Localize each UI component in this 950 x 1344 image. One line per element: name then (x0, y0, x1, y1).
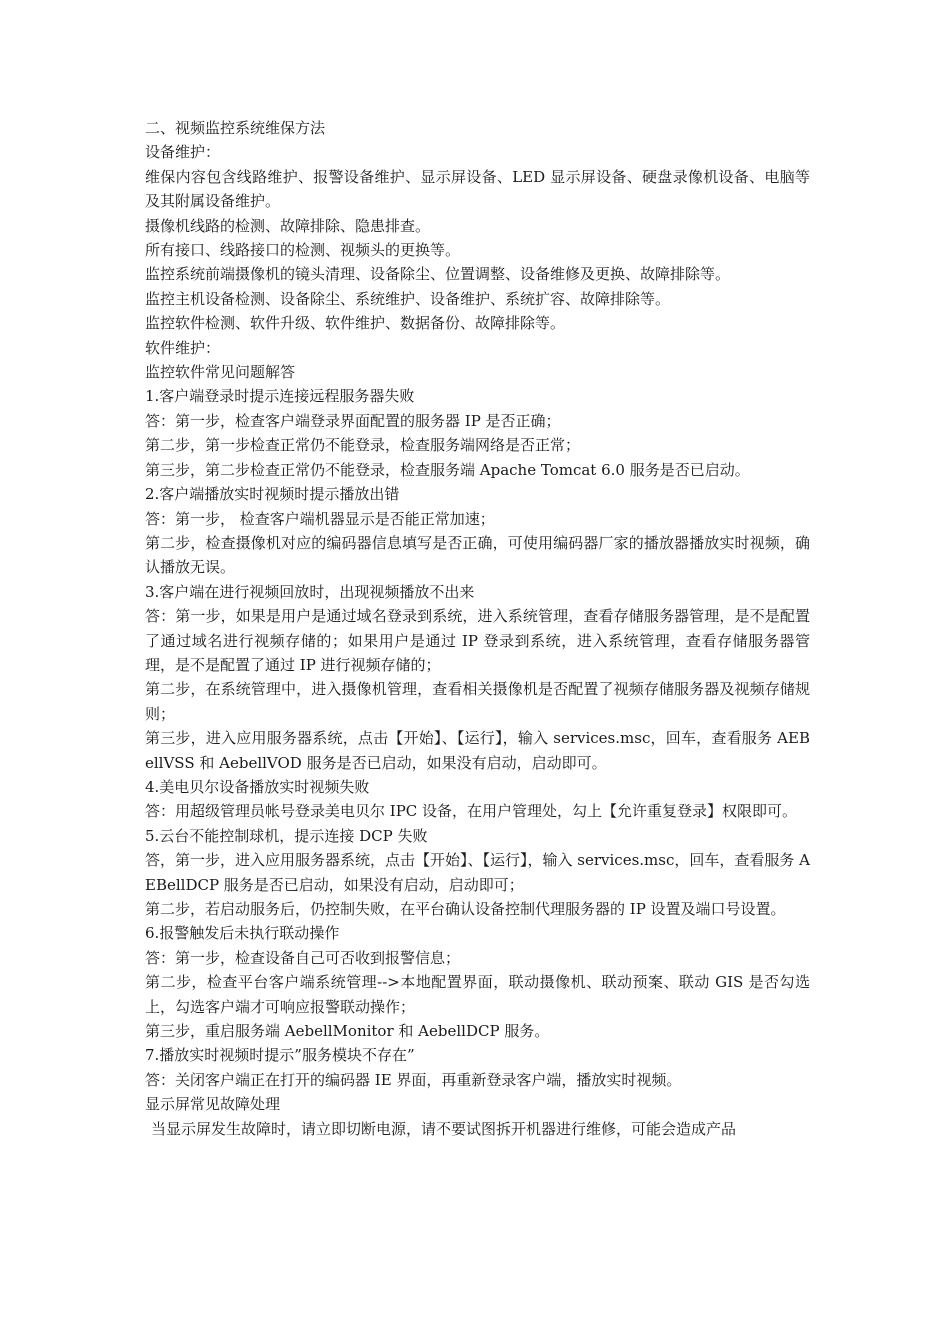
subsection-heading: 显示屏常见故障处理 (145, 1095, 281, 1114)
faq-question: 7.播放实时视频时提示”服务模块不存在” (145, 1046, 415, 1065)
faq-question: 1.客户端登录时提示连接远程服务器失败 (145, 387, 415, 406)
document-page (145, 116, 810, 1141)
faq-answer: 第三步，进入应用服务器系统，点击【开始】、【运行】，输入 services.msc，回车，查看服务 AEBellVSS 和 AebellVOD 服务是否已启动，如果没有启动，启动即可。 (145, 729, 810, 772)
faq-answer: 答，第一步，进入应用服务器系统，点击【开始】、【运行】，输入 services.msc，回车，查看服务 AEBellDCP 服务是否已启动，如果没有启动，启动即可； (145, 851, 810, 894)
faq-answer: 第三步，第二步检查正常仍不能登录，检查服务端 Apache Tomcat 6.0 服务是否已启动。 (145, 460, 750, 479)
subsection-heading: 软件维护： (145, 338, 221, 357)
faq-question: 6.报警触发后未执行联动操作 (145, 924, 340, 943)
subsection-heading: 设备维护： (145, 143, 221, 162)
paragraph: 监控软件检测、软件升级、软件维护、数据备份、故障排除等。 (145, 314, 566, 333)
faq-answer: 答：第一步，检查客户端登录界面配置的服务器 IP 是否正确； (145, 411, 561, 430)
faq-answer: 第三步，重启服务端 AebellMonitor 和 AebellDCP 服务。 (145, 1022, 550, 1041)
paragraph: 所有接口、线路接口的检测、视频头的更换等。 (145, 241, 461, 260)
faq-answer: 答：关闭客户端正在打开的编码器 IE 界面，再重新登录客户端，播放实时视频。 (145, 1070, 682, 1089)
faq-answer: 第二步，第一步检查正常仍不能登录，检查服务端网络是否正常； (145, 436, 581, 455)
paragraph: 维保内容包含线路维护、报警设备维护、显示屏设备、LED 显示屏设备、硬盘录像机设备、电脑等及其附属设备维护。 (145, 167, 810, 211)
faq-answer: 答：第一步， 检查客户端机器显示是否能正常加速； (145, 509, 495, 528)
paragraph: 摄像机线路的检测、故障排除、隐患排查。 (145, 216, 431, 235)
faq-answer: 答：第一步，如果是用户是通过域名登录到系统，进入系统管理，查看存储服务器管理，是不是配置了通过域名进行视频存储的；如果用户是通过 IP 登录到系统，进入系统管理，查看存储服务器管理，是不是配置了通过 IP 进行视频存储的； (145, 607, 810, 674)
faq-answer: 第二步，检查平台客户端系统管理-->本地配置界面，联动摄像机、联动预案、联动 GIS 是否勾选上，勾选客户端才可响应报警联动操作； (145, 973, 810, 1016)
section-heading: 二、视频监控系统维保方法 (145, 119, 326, 137)
faq-answer: 答：用超级管理员帐号登录美电贝尔 IPC 设备，在用户管理处，勾上【允许重复登录】权限即可。 (145, 802, 798, 821)
paragraph: 当显示屏发生故障时，请立即切断电源，请不要试图拆开机器进行维修，可能会造成产品 (151, 1119, 737, 1138)
faq-answer: 第二步，在系统管理中，进入摄像机管理，查看相关摄像机是否配置了视频存储服务器及视频存储规则； (145, 680, 810, 723)
faq-question: 2.客户端播放实时视频时提示播放出错 (145, 485, 400, 504)
faq-answer: 答：第一步，检查设备自己可否收到报警信息； (145, 948, 461, 967)
paragraph: 监控主机设备检测、设备除尘、系统维护、设备维护、系统扩容、故障排除等。 (145, 289, 671, 308)
faq-answer: 第二步，若启动服务后，仍控制失败，在平台确认设备控制代理服务器的 IP 设置及端口号设置。 (145, 900, 786, 918)
faq-question: 3.客户端在进行视频回放时，出现视频播放不出来 (145, 582, 475, 601)
paragraph: 监控系统前端摄像机的镜头清理、设备除尘、位置调整、设备维修及更换、故障排除等。 (145, 265, 731, 284)
faq-answer: 第二步，检查摄像机对应的编码器信息填写是否正确，可使用编码器厂家的播放器播放实时视频，确认播放无误。 (145, 533, 810, 577)
faq-question: 4.美电贝尔设备播放实时视频失败 (145, 777, 370, 796)
faq-question: 5.云台不能控制球机，提示连接 DCP 失败 (145, 826, 428, 845)
subsection-heading: 监控软件常见问题解答 (145, 363, 296, 382)
